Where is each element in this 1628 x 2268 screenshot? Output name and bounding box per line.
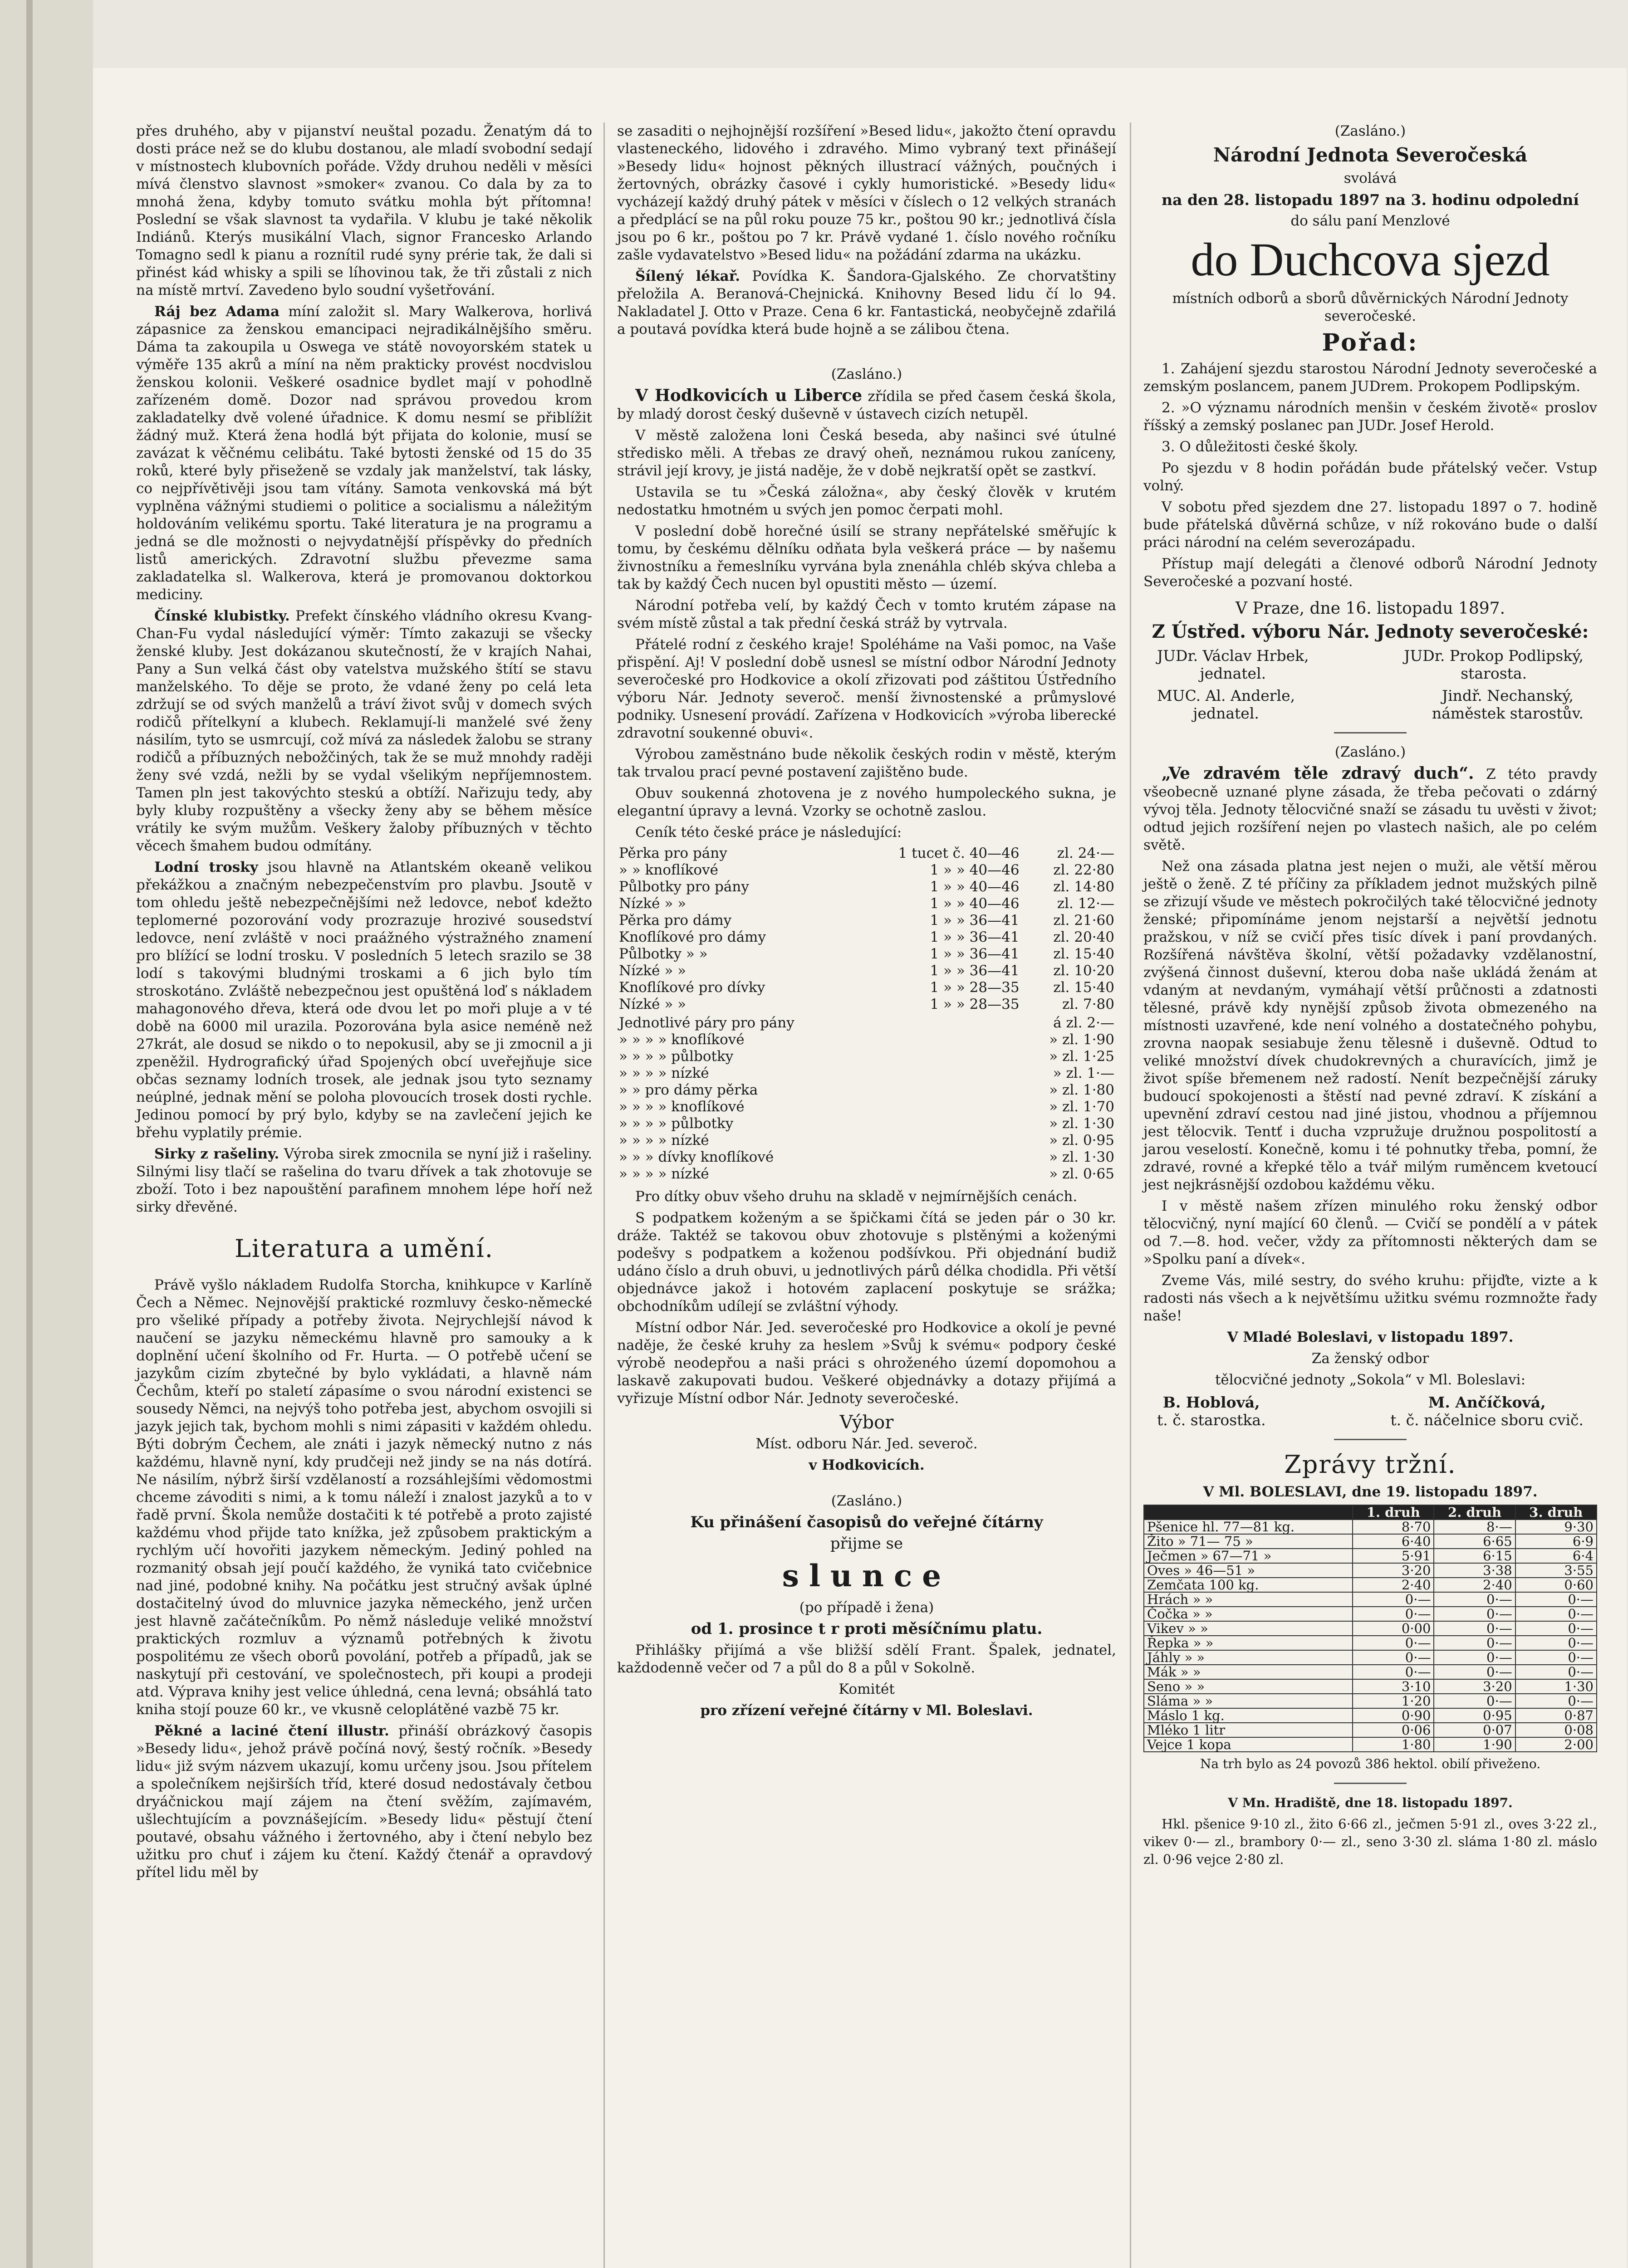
article-text: míní založit sl. Mary Walkerova, horlivá zápasnice za ženskou emancipaci nejradikálnějšího směru. Dáma ta zakoupila u Oswega ve státě novoyorském statek u výměře 135 akrů a míní na něm prakticky provést nocdvislou ženskou kolonii. Veškeré osadnice bydlet mají v pohodlně zařízeném domě. Dozor nad správou provedou krom zakladatelky dvě volené úřadnice. K domu nesmí se přiblížit žádný muž. Která žena hodlá být přijata do kolonie, musí se zavázat k věčnému celibátu. Také bytosti ženské od 15 do 35 roků, které byly přiseženě se vzdaly jak manželství, tak lásky, co nejpřívětivěji jsou tam vítány. Samota venkovská má být vyplněna vážnými studiemi o politice a socialismu a náležitým holdováním velikému sportu. Také literatura je na programu a jedná se dle možnosti o nejvydatnější příspěvky do předních listů amerických. Zdravotní službu převezme sama zakladatelka sl. Walkerova, která je promovanou doktorkou mediciny. bbox=[136, 303, 592, 603]
article-text: jsou hlavně na Atlantském okeaně velikou překážkou a značným nebezpečenstvím pro plavbu. Jsoutě v tom ohledu ještě nebezpečnějšími než ledovce, neboť kdežto teplomerné pozorování vody prozrazuje hrozivé sousedství ledovce, není zvláště v noci praážného výstražného znamení pro blížící se lodní trosku. V posledních 5 letech srazilo se 38 lodí s takovými bludnými troskami a 6 jich bylo tím stroskotáno. Zvláště nebezpečnou jest opuštěná loď s nákladem mahagonového dřeva, která ode dvou let po moři pluje a v té době na 6000 mil urazila. Pozorována byla asice neméně než 27krát, ale dosud se nikdo o to nepokusil, aby se ji zmocnil a ji zpeněžil. Hydrografický úřad Spojených obcí uveřejňuje sice občas seznamy lodních trosek, ale jednak jsou tyto seznamy neúplné, jednak mění se poloha plovoucích trosek dosti rychle. Jedinou pomocí by prý bylo, kdyby se na zavlečení jejich ke břehu vyplatily prémie. bbox=[136, 859, 592, 1141]
price-row-cell: zl. 7·80 bbox=[1062, 996, 1114, 1012]
price-row-cell: » » » » nízké bbox=[619, 1132, 709, 1149]
article-paragraph bbox=[136, 1722, 592, 1882]
article-paragraph: V poslední době horečné úsilí se strany nepřátelské směřujíc k tomu, by českému dělníku odňata byla veškerá práce — by našemu živnostníku a řemeslníku vyrvána byla znenáhla chléb skýva chleba a tak by každý Čech nucen byl opustiti město — území. bbox=[617, 523, 1116, 592]
market-row bbox=[1144, 1578, 1597, 1592]
market-row-cell: 0·— bbox=[1515, 1592, 1597, 1607]
article-paragraph: Obuv soukenná zhotovena je z nového humpoleckého sukna, je elegantní úpravy a levná. Vzorky se ochotně zaslou. bbox=[617, 785, 1116, 819]
article-paragraph bbox=[136, 859, 592, 1142]
price-row bbox=[617, 1149, 1116, 1166]
divider bbox=[1334, 732, 1407, 733]
market-row bbox=[1144, 1708, 1597, 1723]
price-row-cell: 1 » » 40—46 bbox=[930, 895, 1020, 912]
signature bbox=[1157, 647, 1309, 682]
price-row bbox=[617, 1065, 1116, 1082]
signature-name: Jindř. Nechanský, bbox=[1442, 687, 1574, 704]
market-header-cell: 1. druh bbox=[1353, 1505, 1434, 1520]
notice-line: přijme se bbox=[830, 1535, 903, 1553]
market-summary: Hkl. pšenice 9·10 zl., žito 6·66 zl., ječmen 5·91 zl., oves 3·22 zl., vikev 0·— zl., brambory 0·— zl., seno 3·30 zl. sláma 1·80 zl. máslo zl. 0·96 vejce 2·80 zl. bbox=[1143, 1816, 1597, 1867]
signature-name: JUDr. Prokop Podlipský, bbox=[1404, 647, 1584, 665]
market-row-cell: 0·— bbox=[1353, 1636, 1434, 1650]
price-row-cell: Nízké » » bbox=[619, 963, 687, 979]
article-paragraph: Právě vyšlo nákladem Rudolfa Storcha, knihkupce v Karlíně Čech a Němec. Nejnovější praktické rozmluvy česko-německé pro všeliké případy a potřeby života. Nejrychlejší návod k naučení se jazyku německému hlavně pro samouky a k doplnění učení školního od Fr. Hurta. — O potřebě učení se jazykům cizím zbytečné by bylo vykládati, a hlavně nám Čechům, kteří po staletí zápasíme o svou národní existenci se sousedy Němci, na nejvýš toho potřeba jest, abychom osvojili si jazyk jejich tak, bychom mohli s nimi zápasiti v každém ohledu. Býti dobrým Čechem, ale znáti i jazyk německý nutno z nás každému, hlavně nyní, kdy prudčeji než jindy se na nás dotírá. Ne násilím, nýbrž širší vzdělaností a rozsáhlejšími vědomostmi chceme závoditi s nimi, a k tomu náleží i znalost jazyků a to v řadě první. Škola nemůže dostačiti k té potřebě a proto zajisté každému vhod přijde tato knížka, jež způsobem praktickým a rychlým učí hovořiti jazykem německým. Jediný pohled na rozmanitý obsah její poučí každého, že vyniká tato cvičebnice nad jiné, podobné knihy. Na počátku jest stručný avšak úplné dostačitelný úvod do mluvnice jazyka německého, jenž určen jest hlavně začátečníkům. Po němž následuje veliké množství praktických rozmluv a významů potřebných k životu pospolitému ze všech oborů povolání, potřeb a případů, jak se naskytují při cestování, ve společnostech, při koupi a prodeji atd. Výprava knihy jest velice úhledná, cena levná; obsáhlá tato kniha stojí pouze 60 kr., ve vkusně celoplátěné vazbě 75 kr. bbox=[136, 1277, 592, 1718]
price-row bbox=[617, 963, 1116, 979]
article-paragraph: S podpatkem koženým a se špičkami čítá se jeden pár o 30 kr. dráže. Taktéž se takovou obuv zhotovuje s plstěnými a koženými podešvy s podpatkem a koženou podšívkou. Při objednání budiž udáno číslo a druh obuvi, u jednotlivých párů délka chodidla. Při větší objednávce jakož i hotovém zaplacení poskytuje se srážka; obchodníkům udílejí se zvláštní výhody. bbox=[617, 1210, 1116, 1315]
signature-role: t. č. náčelnice sboru cvič. bbox=[1390, 1411, 1584, 1429]
article-text: přináší obrázkový časopis »Besedy lidu«, jehož právě počíná nový, šestý ročník. »Besedy lidu« již svým názvem ukazují, komu určeny jsou. Jsou přítelem a společníkem nejširších tříd, které dosud nedostávaly četbou dryáčnickou mají zájem na čtení svěžím, zajímavém, ušlechtujícím a povznášejícím. »Besedy lidu« pěstují čtení poutavé, obsahu vážného i žertovného, aby i čtení nebylo bez užitku pro chuť i zájem ku čtení. Každý čtenář a opravdový přítel lidu měl by bbox=[136, 1723, 592, 1881]
market-row-cell: 0·90 bbox=[1353, 1708, 1434, 1723]
market-row-cell: 1·90 bbox=[1434, 1737, 1515, 1752]
market-row-cell: Čočka » » bbox=[1144, 1607, 1353, 1621]
article-paragraph: Ustavila se tu »Česká záložna«, aby český člověk v krutém nedostatku hmotném u svých jen pomoc čerpati mohl. bbox=[617, 484, 1116, 518]
market-row-cell: 1·30 bbox=[1515, 1679, 1597, 1694]
price-row-cell: zl. 24·— bbox=[1057, 845, 1114, 861]
price-row-cell: 1 tucet č. 40—46 bbox=[898, 845, 1020, 861]
programme-item: 2. »O významu národních menšin v českém životě« proslov říšský a zemský poslanec pan JUDr. Josef Herold. bbox=[1143, 400, 1597, 434]
price-row bbox=[617, 996, 1116, 1013]
article-paragraph: Přátelé rodní z českého kraje! Spoléháme na Vaši pomoc, na Vaše přispění. Aj! V poslední době usnesl se místní odbor Národní Jednoty severočeské pro Hodkovice a okolí zřizovati pod záštitou Ústředního výboru Nár. Jednoty severoč. menší živnostenské a průmyslové podniky. Usnesení provádí. Zařízena v Hodkovicích »výroba liberecké zdravotní soukenné obuvi«. bbox=[617, 636, 1116, 741]
price-row bbox=[617, 895, 1116, 912]
signature-name: M. Ančíčková, bbox=[1428, 1393, 1546, 1411]
binding-strip bbox=[26, 0, 33, 2268]
programme-item: 3. O důležitosti české školy. bbox=[1162, 439, 1358, 455]
market-row-cell: Jáhly » » bbox=[1144, 1650, 1353, 1665]
market-row-cell: Vikev » » bbox=[1144, 1621, 1353, 1636]
price-row bbox=[617, 862, 1116, 879]
signature bbox=[1390, 1393, 1584, 1429]
market-row-cell: 3·55 bbox=[1515, 1563, 1597, 1578]
signature bbox=[1157, 1393, 1266, 1429]
market-row-cell: 5·91 bbox=[1353, 1549, 1434, 1563]
divider bbox=[1334, 1783, 1407, 1784]
programme-item: 1. Zahájení sjezdu starostou Národní Jednoty severočeské a zemským poslancem, panem JUDrem. Prokopem Podlipským. bbox=[1143, 361, 1597, 395]
signature-line: pro zřízení veřejné čítárny v Ml. Boleslavi. bbox=[700, 1702, 1033, 1719]
price-row bbox=[617, 879, 1116, 895]
market-row bbox=[1144, 1592, 1597, 1607]
market-row-cell: 0·60 bbox=[1515, 1578, 1597, 1592]
notice-line: Za ženský odbor bbox=[1311, 1350, 1429, 1367]
price-row-cell: Jednotlivé páry pro pány bbox=[619, 1015, 794, 1031]
notice-line: místních odborů a sborů důvěrnických Národní Jednoty severočeské. bbox=[1172, 290, 1569, 324]
price-row-cell: zl. 12·— bbox=[1057, 895, 1114, 912]
price-row-cell: » » » » knoflíkové bbox=[619, 1031, 745, 1048]
signature-name: JUDr. Václav Hrbek, bbox=[1157, 647, 1309, 665]
market-row-cell: 0·— bbox=[1434, 1694, 1515, 1708]
market-header-cell: 2. druh bbox=[1434, 1505, 1515, 1520]
article-paragraph: Po sjezdu v 8 hodin pořádán bude přátelský večer. Vstup volný. bbox=[1143, 460, 1597, 494]
price-table-single bbox=[617, 1015, 1116, 1183]
signature-name: B. Hoblová, bbox=[1162, 1393, 1260, 1411]
section-title: Zprávy tržní. bbox=[1284, 1450, 1456, 1479]
article-head: Ráj bez Adama bbox=[154, 303, 280, 320]
price-row bbox=[617, 1166, 1116, 1183]
market-head: V Ml. BOLESLAVI, dne 19. listopadu 1897. bbox=[1203, 1484, 1538, 1500]
market-row bbox=[1144, 1723, 1597, 1737]
market-row-cell: 0·— bbox=[1353, 1607, 1434, 1621]
market-row-cell: 0·— bbox=[1515, 1607, 1597, 1621]
price-row-cell: 1 » » 28—35 bbox=[930, 979, 1020, 996]
article-paragraph: Než ona zásada platna jest nejen o muži, ale větší měrou ještě o ženě. Z té příčiny za příkladem jednot mužských pilně se zřizují všude ve městech pokročilých také tělocvičné jednoty ženské; připomínáme jenom nejstarší a největší jednotu pražskou, v níž se cvičí přes tisíc dívek i paní provdaných. Rozšířená návštěva školní, větší požadavky vzdělanostní, zvýšená činnost duševní, kterou doba naše ukládá ženám at vdaným at nevdaným, vymáhají větší průčnosti a zdatnosti tělesné, právě kdy nynější způsob života obmezeného na místnosti uzavřené, kde není volného a dostatečného pohybu, zrovna naopak sesiabuje ženu tělesně i duševně. Odtud to veliké množství dívek chudokrevných a churavících, jimž je život spíše břemenem než radostí. Nenít bezpečnější záruky budoucí spokojenosti a štěstí nad pevné zdraví. K získání a upevnění zdraví cestou nad jiné jistou, vhodnou a příjemnou jest tělocvik. Tentť i ducha vzpružuje družnou pospolitostí a jarou veselostí. Konečně, komu i té pohnutky třeba, pomní, že zdravé, rovné a křepké tělo a tvář milým ruměncem kvetoucí jest nejkrásnější ozdobou každému věku. bbox=[1143, 858, 1597, 1193]
price-row-cell: Pěrka pro dámy bbox=[619, 912, 732, 929]
market-footnote: Na trh bylo as 24 povozů 386 hektol. obilí přiveženo. bbox=[1200, 1756, 1541, 1771]
market-row-cell: 0·— bbox=[1353, 1650, 1434, 1665]
price-row-cell: » » pro dámy pěrka bbox=[619, 1082, 758, 1098]
price-table bbox=[617, 845, 1116, 1013]
price-row-cell: 1 » » 36—41 bbox=[930, 946, 1020, 962]
price-row-cell: Půlbotky » » bbox=[619, 946, 708, 962]
market-row bbox=[1144, 1563, 1597, 1578]
article-head: „Ve zdravém těle zdravý duch“. bbox=[1162, 764, 1474, 783]
notice-line: svolává bbox=[1344, 170, 1397, 186]
market-row bbox=[1144, 1549, 1597, 1563]
market-row-cell: Vejce 1 kopa bbox=[1144, 1737, 1353, 1752]
signature bbox=[1432, 687, 1584, 722]
price-row-cell: » zl. 1·90 bbox=[1049, 1031, 1114, 1048]
article-paragraph: Místní odbor Nár. Jed. severočeské pro Hodkovice a okolí je pevné naděje, že české kruhy za heslem »Svůj k svému« podpory české výrobě neodepřou a naši práci s ohroženého území dopomohou a laskavě zakupovati budou. Veškeré objednávky a dotazy přijímá a vyřizuje Místní odbor Nár. Jednoty severočeské. bbox=[617, 1320, 1116, 1407]
market-row-cell: 0·— bbox=[1515, 1650, 1597, 1665]
zaslano-label: (Zasláno.) bbox=[1334, 123, 1406, 139]
market-row-cell: 0·87 bbox=[1515, 1708, 1597, 1723]
market-row bbox=[1144, 1621, 1597, 1636]
price-row-cell: 1 » » 28—35 bbox=[930, 996, 1020, 1012]
market-row bbox=[1144, 1636, 1597, 1650]
article-text: zřídila se před časem česká škola, by mladý dorost český duševně v ústavech cizích netupěl. bbox=[617, 388, 1116, 422]
market-row bbox=[1144, 1679, 1597, 1694]
price-row-cell: zl. 15·40 bbox=[1053, 946, 1114, 962]
price-row bbox=[617, 1099, 1116, 1115]
market-row-cell: 1·80 bbox=[1353, 1737, 1434, 1752]
article-paragraph bbox=[136, 1145, 592, 1216]
market-row-cell: Oves » 46—51 » bbox=[1144, 1563, 1353, 1578]
price-row-cell: » » » » půlbotky bbox=[619, 1115, 734, 1132]
market-row-cell: 0·— bbox=[1515, 1665, 1597, 1679]
price-row bbox=[617, 1031, 1116, 1048]
price-row-cell: » zl. 0·95 bbox=[1049, 1132, 1114, 1149]
article-paragraph: se zasaditi o nejhojnější rozšíření »Besed lidu«, jakožto čtení opravdu vlasteneckého, lidového i zdravého. Mimo vybraný text přinášejí »Besedy lidu« hojnost pěkných illustrací vážných, poučných i žertovných, obrázky časové i cykly humoristické. »Besedy lidu« vycházejí každý druhý pátek v měsíci v číslech o 12 velkých stranách a předplácí se na půl roku pouze 75 kr., poštou 90 kr.; jednotlivá čísla jsou po 6 kr., poštou po 7 kr. Právě vydané 1. číslo nového ročníku zašle vydavatelstvo »Besed lidu« na požádání zdarma na ukázku. bbox=[617, 123, 1116, 263]
market-row-cell: Seno » » bbox=[1144, 1679, 1353, 1694]
market-row-cell: 3·20 bbox=[1434, 1679, 1515, 1694]
signature-line: v Hodkovicích. bbox=[809, 1457, 925, 1473]
notice-line: (po případě i žena) bbox=[799, 1599, 934, 1616]
headline: do Duchcova sjezd bbox=[1191, 234, 1550, 286]
market-row-cell: Mléko 1 litr bbox=[1144, 1723, 1353, 1737]
price-row-cell: zl. 21·60 bbox=[1053, 912, 1114, 929]
organisation-title: Národní Jednota Severočeská bbox=[1213, 144, 1528, 166]
price-row bbox=[617, 946, 1116, 963]
zaslano-label: (Zasláno.) bbox=[831, 1493, 902, 1509]
market-row-cell: Hrách » » bbox=[1144, 1592, 1353, 1607]
price-row-cell: » » » dívky knoflíkové bbox=[619, 1149, 774, 1165]
market-row-cell: 8·— bbox=[1434, 1520, 1515, 1534]
market-row-cell: 0·— bbox=[1353, 1665, 1434, 1679]
market-row-cell: 0·00 bbox=[1353, 1621, 1434, 1636]
market-row-cell: 3·10 bbox=[1353, 1679, 1434, 1694]
price-row-cell: á zl. 2·— bbox=[1053, 1015, 1114, 1031]
market-row-cell: 6·15 bbox=[1434, 1549, 1515, 1563]
market-row bbox=[1144, 1520, 1597, 1534]
article-paragraph bbox=[136, 607, 592, 855]
market-row-cell: 3·20 bbox=[1353, 1563, 1434, 1578]
price-row bbox=[617, 979, 1116, 996]
signature bbox=[1404, 647, 1584, 682]
article-paragraph: Národní potřeba velí, by každý Čech v tomto krutém zápase na svém místě zůstal a tak přední česká stráž by vytrvala. bbox=[617, 597, 1116, 631]
market-row-cell: Sláma » » bbox=[1144, 1694, 1353, 1708]
article-paragraph: V sobotu před sjezdem dne 27. listopadu 1897 o 7. hodině bude přátelská důvěrná schůze, v níž rokováno bude o další práci národní na celém severozápadu. bbox=[1143, 499, 1597, 551]
signature-role: náměstek starostův. bbox=[1432, 704, 1584, 722]
article-paragraph: I v městě našem zřízen minulého roku ženský odbor tělocvičný, nyní mající 60 členů. — Cvičí se pondělí a v pátek od 7.—8. hod. večer, vždy za přítomnosti některých dam se »Spolku paní a dívek«. bbox=[1143, 1198, 1597, 1267]
market-row-cell: 0·— bbox=[1434, 1621, 1515, 1636]
signature-title: Komitét bbox=[839, 1681, 895, 1697]
market-row-cell: 6·65 bbox=[1434, 1534, 1515, 1549]
market-row-cell: 0·— bbox=[1434, 1665, 1515, 1679]
market-row-cell: 0·07 bbox=[1434, 1723, 1515, 1737]
price-row-cell: » » » » půlbotky bbox=[619, 1048, 734, 1065]
signature bbox=[1157, 687, 1295, 722]
column-1 bbox=[136, 122, 592, 1885]
signatures bbox=[1157, 687, 1584, 722]
market-row-cell: 2·00 bbox=[1515, 1737, 1597, 1752]
market-header-cell: 3. druh bbox=[1515, 1505, 1597, 1520]
zaslano-label: (Zasláno.) bbox=[831, 366, 902, 382]
notice-line: do sálu paní Menzlové bbox=[1290, 213, 1450, 229]
signatures bbox=[1157, 647, 1584, 682]
column-rule bbox=[1130, 122, 1131, 2268]
signature-name: MUC. Al. Anderle, bbox=[1157, 687, 1295, 704]
article-head: Čínské klubistky. bbox=[154, 608, 290, 624]
price-row-cell: » zl. 0·65 bbox=[1049, 1166, 1114, 1182]
price-row bbox=[617, 912, 1116, 929]
market-row bbox=[1144, 1665, 1597, 1679]
programme-title: Pořad: bbox=[1322, 329, 1419, 357]
market-row-cell: Máslo 1 kg. bbox=[1144, 1708, 1353, 1723]
price-row-cell: zl. 14·80 bbox=[1053, 879, 1114, 895]
price-row-cell: 1 » » 36—41 bbox=[930, 963, 1020, 979]
article-head: Lodní trosky bbox=[154, 859, 258, 875]
market-row-cell: 1·20 bbox=[1353, 1694, 1434, 1708]
article-text: Výroba sirek zmocnila se nyní již i rašeliny. Silnými lisy tlačí se rašelina do tvaru dřívek a tak zhotovuje se zboží. Toto i bez napouštění parafinem mnohem lépe hoří než sirky dřevěné. bbox=[136, 1146, 592, 1215]
date-line: V Mladé Boleslavi, v listopadu 1897. bbox=[1227, 1329, 1514, 1345]
price-row bbox=[617, 1015, 1116, 1031]
market-row-cell: 0·— bbox=[1434, 1650, 1515, 1665]
market-table bbox=[1143, 1505, 1597, 1752]
market-row bbox=[1144, 1694, 1597, 1708]
market-row-cell: 6·40 bbox=[1353, 1534, 1434, 1549]
column-2 bbox=[617, 122, 1116, 1723]
article-head: Pěkné a laciné čtení illustr. bbox=[154, 1723, 389, 1739]
notice-line: tělocvičné jednoty „Sokola“ v Ml. Boleslavi: bbox=[1215, 1372, 1526, 1388]
price-row-cell: 1 » » 40—46 bbox=[930, 879, 1020, 895]
market-header-row bbox=[1144, 1505, 1597, 1520]
price-row-cell: » zl. 1·— bbox=[1053, 1065, 1114, 1081]
article-head: V Hodkovicích u Liberce bbox=[635, 386, 863, 405]
article-paragraph: Zveme Vás, milé sestry, do svého kruhu: přijďte, vizte a k radosti nás všech a k největšímu užitku svému rozmnožte řady naše! bbox=[1143, 1272, 1597, 1324]
price-row bbox=[617, 1048, 1116, 1065]
market-row-cell: 0·95 bbox=[1434, 1708, 1515, 1723]
notice-line: na den 28. listopadu 1897 na 3. hodinu odpolední bbox=[1162, 191, 1579, 209]
market-row-cell: 0·— bbox=[1434, 1636, 1515, 1650]
article-text: Povídka K. Šandora-Gjalského. Ze chorvatštiny přeložila A. Beranová-Chejnická. Knihovny Besed lidu čí lo 94. Nakladatel J. Otto v Praze. Cena 6 kr. Fantastická, neobyčejně zdařilá a poutavá povídka která bude hojně a se zálibou čtena. bbox=[617, 268, 1116, 337]
column-rule bbox=[603, 122, 605, 2268]
price-row-cell: » » » » knoflíkové bbox=[619, 1099, 745, 1115]
market-row-cell: 0·08 bbox=[1515, 1723, 1597, 1737]
price-row-cell: zl. 22·80 bbox=[1053, 862, 1114, 878]
price-row-cell: zl. 15·40 bbox=[1053, 979, 1114, 996]
market-row-cell: 0·— bbox=[1515, 1636, 1597, 1650]
date-line: V Praze, dne 16. listopadu 1897. bbox=[1235, 599, 1505, 618]
article-paragraph: přes druhého, aby v pijanství neuštal pozadu. Ženatým dá to dosti práce než se do klubu dostanou, ale mladí svobodní sedají v místnostech klubovních pořáde. Vždy druhou neděli v měsíci mívá členstvo slavnost »smoker« zvanou. Co dala by za to mnohá žena, kdyby tomuto svátku mohla být přítomna! Poslední se však slavnost ta vydařila. V klubu je také několik Indiánů. Kterýs musikální Vlach, signor Francesko Arlando Tomagno sedl k pianu a roznítil rudé syny prérie tak, že dali si přinést kád whisky a spili se líhovinou tak, že tři zůstali z nich na místě mrtví. Zavedeno bylo soudní vyšetřování. bbox=[136, 123, 592, 298]
article-paragraph: Výrobou zaměstnáno bude několik českých rodin v městě, kterým tak trvalou prací pevné postavení zajištěno bude. bbox=[617, 746, 1116, 780]
price-list-title: Ceník této české práce je následující: bbox=[635, 824, 902, 841]
price-row bbox=[617, 929, 1116, 946]
price-row-cell: » zl. 1·30 bbox=[1049, 1149, 1114, 1165]
article-paragraph: Přístup mají delegáti a členové odborů Národní Jednoty Severočeské a pozvaní hosté. bbox=[1143, 556, 1597, 590]
price-row-cell: Nízké » » bbox=[619, 996, 687, 1012]
market-header-cell bbox=[1144, 1505, 1353, 1520]
price-row-cell: zl. 10·20 bbox=[1053, 963, 1114, 979]
price-row-cell: » » » » nízké bbox=[619, 1065, 709, 1081]
market-row-cell: 0·— bbox=[1515, 1621, 1597, 1636]
market-row-cell: Mák » » bbox=[1144, 1665, 1353, 1679]
market-row bbox=[1144, 1737, 1597, 1752]
price-row-cell: Knoflíkové pro dámy bbox=[619, 929, 766, 945]
market-row bbox=[1144, 1607, 1597, 1621]
article-paragraph bbox=[617, 387, 1116, 423]
column-3 bbox=[1143, 122, 1597, 1872]
price-row-cell: » » knoflíkové bbox=[619, 862, 718, 878]
market-row-cell: 0·— bbox=[1353, 1592, 1434, 1607]
notice-keyword: slunce bbox=[782, 1558, 951, 1593]
price-row-cell: 1 » » 36—41 bbox=[930, 912, 1020, 929]
market-row-cell: Řepka » » bbox=[1144, 1636, 1353, 1650]
article-head: Sirky z rašeliny. bbox=[154, 1146, 280, 1162]
market-row-cell: 6·9 bbox=[1515, 1534, 1597, 1549]
market-row-cell: Zemčata 100 kg. bbox=[1144, 1578, 1353, 1592]
article-text: Z této pravdy všeobecně uznané plyne zásada, že třeba pečovati o zdárný vývoj těla. Jednoty tělocvičné snaží se zásadu tu uvěsti v život; odtud jejich rozšíření nejen po vlastech našich, ale po celém světě. bbox=[1143, 766, 1597, 853]
price-row-cell: Nízké » » bbox=[619, 895, 687, 912]
article-paragraph bbox=[617, 268, 1116, 338]
price-row-cell: » zl. 1·30 bbox=[1049, 1115, 1114, 1132]
signature-title: Výbor bbox=[839, 1412, 894, 1433]
article-paragraph bbox=[1143, 765, 1597, 854]
price-row bbox=[617, 845, 1116, 862]
market-row-cell: 0·— bbox=[1515, 1694, 1597, 1708]
market-row-cell: Žito » 71— 75 » bbox=[1144, 1534, 1353, 1549]
notice-line: od 1. prosince t r proti měsíčnímu platu. bbox=[691, 1620, 1043, 1638]
market-row-cell: Ječmen » 67—71 » bbox=[1144, 1549, 1353, 1563]
committee-title: Z Ústřed. výboru Nár. Jednoty severočeské: bbox=[1152, 621, 1589, 642]
notice-title: Ku přinášení časopisů do veřejné čítárny bbox=[690, 1513, 1043, 1531]
price-row-cell: zl. 20·40 bbox=[1053, 929, 1114, 945]
market-row bbox=[1144, 1534, 1597, 1549]
section-title: Literatura a umění. bbox=[235, 1234, 494, 1263]
market-head: V Mn. Hradiště, dne 18. listopadu 1897. bbox=[1228, 1795, 1513, 1810]
signature-role: jednatel. bbox=[1200, 665, 1266, 682]
market-row-cell: 2·40 bbox=[1353, 1578, 1434, 1592]
article-paragraph: Pro dítky obuv všeho druhu na skladě v nejmírnějších cenách. bbox=[635, 1188, 1078, 1205]
signature-role: t. č. starostka. bbox=[1157, 1411, 1266, 1429]
price-row-cell: » zl. 1·80 bbox=[1049, 1082, 1114, 1098]
price-row-cell: Knoflíkové pro dívky bbox=[619, 979, 765, 996]
signature-line: Míst. odboru Nár. Jed. severoč. bbox=[755, 1436, 978, 1452]
market-row-cell: 8·70 bbox=[1353, 1520, 1434, 1534]
market-row-cell: 2·40 bbox=[1434, 1578, 1515, 1592]
market-row-cell: 6·4 bbox=[1515, 1549, 1597, 1563]
zaslano-label: (Zasláno.) bbox=[1334, 744, 1406, 760]
price-row-cell: » zl. 1·70 bbox=[1049, 1099, 1114, 1115]
price-row-cell: » zl. 1·25 bbox=[1049, 1048, 1114, 1065]
article-paragraph: V městě založena loni Česká beseda, aby našinci své útulné středisko měli. A třebas ze dravý oheň, neznámou rukou zaníceny, strávil její krovy, je jistá naděje, že v době nejkratší opět se zastkví. bbox=[617, 427, 1116, 479]
market-row-cell: 9·30 bbox=[1515, 1520, 1597, 1534]
price-row-cell: 1 » » 40—46 bbox=[930, 862, 1020, 878]
price-row-cell: » » » » nízké bbox=[619, 1166, 709, 1182]
binding-margin bbox=[0, 0, 93, 2268]
price-row-cell: Pěrka pro pány bbox=[619, 845, 727, 861]
signature-role: jednatel. bbox=[1193, 704, 1259, 722]
signatures bbox=[1157, 1393, 1584, 1429]
article-text: Prefekt čínského vládního okresu Kvang-Chan-Fu vydal následující výměr: Tímto zakazuji se všecky ženské kluby. Jest dokázanou skutečností, že v krajích Nahai, Pany a Sun velká část oby vatelstva mužského štítí se stavu manželského. To děje se proto, že vdané ženy po celá leta zdržují se od svých manželů a tráví život svůj v domech svých rodičů přítelkyní a klubech. Reklamují-li manželé své ženy násilím, tyto se usmrcují, což mívá za následek žalobu se strany rodičů a příbuzných nebožčiných, tak že se muž mnohdy raději ženy své vzdá, nežli by se vydal všelikým nepříjemnostem. Tamen pln jest takovýchto steskú a obtíží. Nařizuju tedy, aby byly kluby rozpuštěny a všecky ženy aby se během měsíce vrátily ke svým mužům. Veškery žaloby příbuzných v těchto věcech šmahem budou odmítány. bbox=[136, 608, 593, 854]
price-row-cell: 1 » » 36—41 bbox=[930, 929, 1020, 945]
market-row-cell: 0·— bbox=[1434, 1592, 1515, 1607]
price-row-cell: Půlbotky pro pány bbox=[619, 879, 749, 895]
market-row bbox=[1144, 1650, 1597, 1665]
price-row bbox=[617, 1082, 1116, 1099]
market-row-cell: 0·— bbox=[1434, 1607, 1515, 1621]
price-row bbox=[617, 1115, 1116, 1132]
article-paragraph: Přihlášky přijímá a vše bližší sdělí Frant. Špalek, jednatel, každodenně večer od 7 a půl do 8 a půl v Sokolně. bbox=[617, 1642, 1116, 1676]
market-row-cell: 3·38 bbox=[1434, 1563, 1515, 1578]
market-row-cell: 0·06 bbox=[1353, 1723, 1434, 1737]
price-row bbox=[617, 1132, 1116, 1149]
article-head: Šílený lékař. bbox=[635, 268, 740, 284]
divider bbox=[1334, 1439, 1407, 1440]
article-paragraph bbox=[136, 303, 592, 604]
market-row-cell: Pšenice hl. 77—81 kg. bbox=[1144, 1520, 1353, 1534]
signature-role: starosta. bbox=[1461, 665, 1527, 682]
